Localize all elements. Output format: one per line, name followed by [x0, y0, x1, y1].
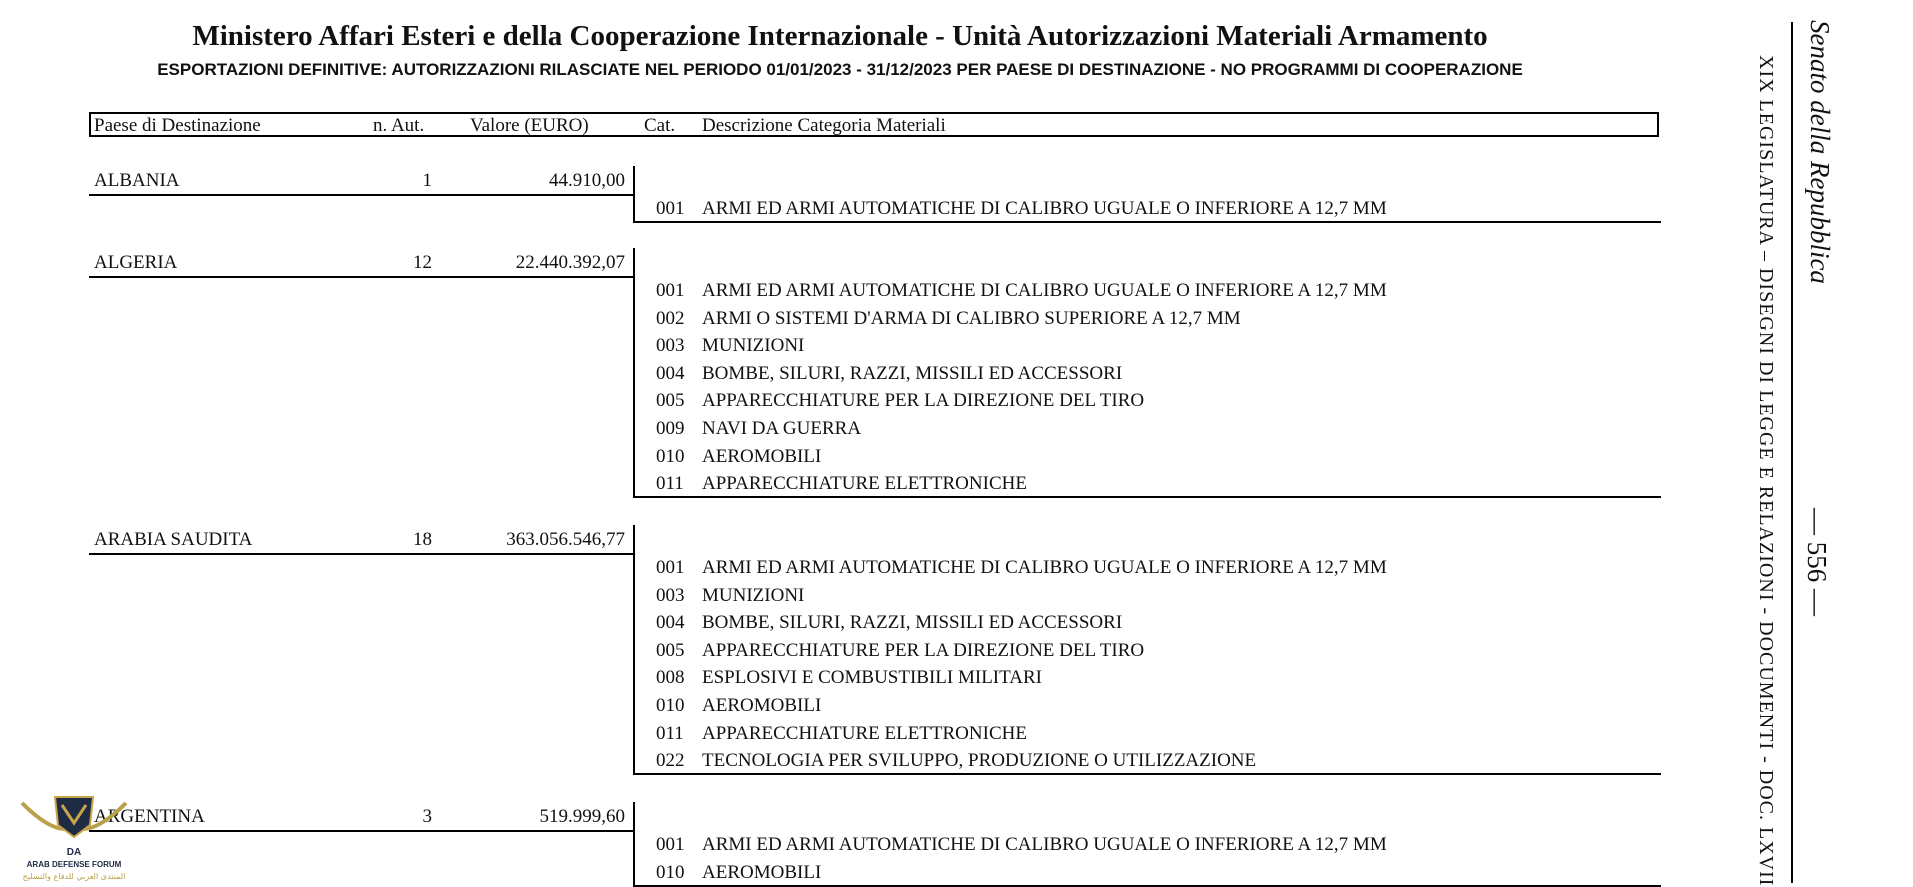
category-description: ARMI O SISTEMI D'ARMA DI CALIBRO SUPERIORE A 12,7 MM: [702, 307, 1241, 329]
country-underline: [89, 830, 635, 832]
category-description: BOMBE, SILURI, RAZZI, MISSILI ED ACCESSORI: [702, 362, 1123, 384]
category-code: 001: [656, 557, 685, 578]
category-description: ARMI ED ARMI AUTOMATICHE DI CALIBRO UGUALE O INFERIORE A 12,7 MM: [702, 198, 1387, 219]
category-code: 003: [656, 584, 685, 606]
category-code: 011: [656, 722, 684, 744]
col-country-header: Paese di Destinazione: [94, 115, 261, 136]
category-code: 008: [656, 667, 685, 689]
col-cat-header: Cat.: [644, 115, 676, 136]
category-description: BOMBE, SILURI, RAZZI, MISSILI ED ACCESSORI: [702, 612, 1123, 634]
col-n-aut-header: n. Aut.: [373, 115, 425, 136]
category-description: AEROMOBILI: [702, 861, 822, 883]
category-description: ARMI ED ARMI AUTOMATICHE DI CALIBRO UGUALE O INFERIORE A 12,7 MM: [702, 834, 1387, 855]
country-value: 22.440.392,07: [515, 252, 625, 273]
category-code: 005: [656, 639, 685, 661]
country-underline: [89, 553, 635, 555]
category-description: ESPLOSIVI E COMBUSTIBILI MILITARI: [702, 667, 1042, 689]
logo-arabic: المنتدى العربي للدفاع والتسليح: [22, 872, 126, 881]
page-number: — 556 —: [1802, 508, 1832, 616]
country-name: ALGERIA: [94, 252, 178, 273]
country-n-aut: 18: [413, 529, 432, 550]
logo-shield: [55, 797, 93, 837]
category-code: 011: [656, 473, 684, 495]
category-code: 002: [656, 307, 685, 329]
category-bracket: [633, 166, 635, 222]
category-description: APPARECCHIATURE PER LA DIREZIONE DEL TIRO: [702, 390, 1145, 412]
col-description-header: Descrizione Categoria Materiali: [702, 115, 946, 136]
category-underline: [633, 885, 1661, 887]
country-underline: [89, 276, 635, 278]
page-title: Ministero Affari Esteri e della Cooperazione Internazionale - Unità Autorizzazioni Materiali Armamento: [192, 20, 1488, 52]
category-description: MUNIZIONI: [702, 584, 805, 606]
category-code: 001: [656, 280, 685, 301]
country-n-aut: 1: [422, 170, 432, 191]
table-header: [89, 112, 1659, 137]
category-description: APPARECCHIATURE ELETTRONICHE: [702, 722, 1027, 744]
legislature-label: XIX LEGISLATURA – DISEGNI DI LEGGE E RELAZIONI - DOCUMENTI - DOC. LXVII: [1755, 55, 1777, 887]
category-code: 010: [656, 861, 685, 883]
category-code: 010: [656, 695, 685, 716]
category-underline: [633, 221, 1661, 223]
col-value-header: Valore (EURO): [470, 115, 589, 136]
category-description: APPARECCHIATURE PER LA DIREZIONE DEL TIRO: [702, 639, 1145, 661]
country-value: 363.056.546,77: [506, 529, 625, 550]
logo-abbr: DA: [66, 847, 82, 858]
category-description: NAVI DA GUERRA: [702, 418, 862, 439]
category-description: ARMI ED ARMI AUTOMATICHE DI CALIBRO UGUALE O INFERIORE A 12,7 MM: [702, 280, 1387, 301]
category-code: 005: [656, 390, 685, 412]
logo-brand: ARAB DEFENSE FORUM: [26, 860, 122, 869]
side-rule: [1791, 22, 1793, 883]
category-description: MUNIZIONI: [702, 335, 805, 357]
category-code: 004: [656, 612, 685, 634]
category-code: 004: [656, 362, 685, 384]
category-code: 022: [656, 750, 685, 772]
page-subtitle: ESPORTAZIONI DEFINITIVE: AUTORIZZAZIONI RILASCIATE NEL PERIODO 01/01/2023 - 31/12/2023 PER PAESE DI DESTINAZIONE - NO PROGRAMMI DI COOPERAZIONE: [157, 60, 1523, 79]
country-underline: [89, 194, 635, 196]
country-name: ALBANIA: [94, 170, 180, 191]
category-bracket: [633, 802, 635, 886]
country-value: 519.999,60: [539, 806, 625, 827]
category-underline: [633, 496, 1661, 498]
category-code: 001: [656, 834, 685, 855]
senato-label: Senato della Repubblica: [1805, 20, 1835, 284]
category-bracket: [633, 248, 635, 497]
category-description: AEROMOBILI: [702, 695, 822, 716]
category-code: 009: [656, 418, 685, 439]
country-name: ARGENTINA: [94, 806, 205, 827]
watermark-logo: [10, 785, 140, 883]
category-bracket: [633, 525, 635, 774]
category-code: 001: [656, 198, 685, 219]
country-n-aut: 3: [422, 806, 432, 827]
category-description: AEROMOBILI: [702, 445, 822, 467]
country-n-aut: 12: [413, 252, 432, 273]
category-code: 010: [656, 445, 685, 467]
country-value: 44.910,00: [549, 170, 625, 191]
category-underline: [633, 773, 1661, 775]
category-description: ARMI ED ARMI AUTOMATICHE DI CALIBRO UGUALE O INFERIORE A 12,7 MM: [702, 557, 1387, 578]
category-description: APPARECCHIATURE ELETTRONICHE: [702, 473, 1027, 495]
category-code: 003: [656, 335, 685, 357]
country-name: ARABIA SAUDITA: [94, 529, 253, 550]
category-description: TECNOLOGIA PER SVILUPPO, PRODUZIONE O UTILIZZAZIONE: [702, 750, 1257, 772]
